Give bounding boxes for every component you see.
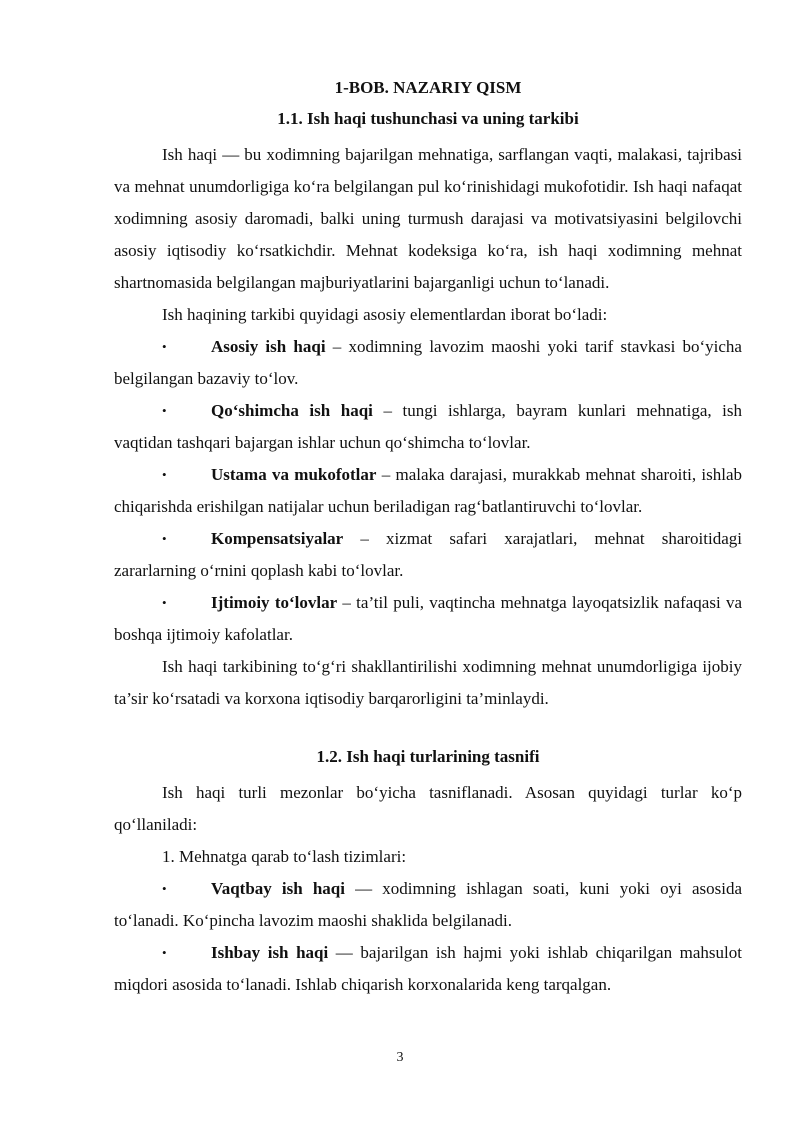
paragraph: Ish haqi — bu xodimning bajarilgan mehnatiga, sarflangan vaqti, malakasi, tajribasi va mehnat unumdorligiga ko‘ra belgilangan pul ko‘rinishidagi mukofotidir. Ish haqi nafaqat xodimning asosiy daromadi, balki uning turmush darajasi va motivatsiyasini belgilovchi asosiy iqtisodiy ko‘rsatkichdir. Mehnat kodeksiga ko‘ra, ish haqi xodimning mehnat shartnomasida belgilangan majburiyatlarini bajarganligi uchun to‘lanadi. [114, 145, 742, 292]
list-item-text: – xodimning lavozim maoshi yoki tarif stavkasi bo‘yicha belgilangan bazaviy to‘lov. [114, 337, 742, 388]
section-title-1: 1.1. Ish haqi tushunchasi va uning tarkibi [277, 109, 579, 128]
list-item [114, 395, 742, 459]
list-item-text: – ta’til puli, vaqtincha mehnatga layoqatsizlik nafaqasi va boshqa ijtimoiy kafolatlar. [114, 593, 743, 644]
list-item [114, 587, 742, 651]
list-item-title: Kompensatsiyalar [211, 529, 344, 548]
numbered-heading: 1. Mehnatga qarab to‘lash tizimlari: [162, 847, 407, 866]
list-item-title: Qo‘shimcha ish haqi [211, 401, 373, 420]
bullet-icon: • [162, 467, 167, 482]
list-item [114, 873, 742, 937]
bullet-icon: • [162, 595, 167, 610]
paragraph: Ish haqi tarkibining to‘g‘ri shakllantirilishi xodimning mehnat unumdorligiga ijobiy ta’sir ko‘rsatadi va korxona iqtisodiy barqarorligini ta’minlaydi. [114, 657, 742, 708]
paragraph: Ish haqining tarkibi quyidagi asosiy elementlardan iborat bo‘ladi: [162, 305, 608, 324]
list-item-title: Ustama va mukofotlar [211, 465, 377, 484]
section-1-body [114, 139, 742, 715]
section-title-2: 1.2. Ish haqi turlarining tasnifi [316, 747, 540, 766]
page-number: 3 [396, 1050, 404, 1065]
list-item-title: Asosiy ish haqi [211, 337, 326, 356]
bullet-icon: • [162, 531, 167, 546]
bullet-icon: • [162, 339, 167, 354]
list-item-text: – malaka darajasi, murakkab mehnat sharoiti, ishlab chiqarishda erishilgan natijalar uchun beriladigan rag‘batlantiruvchi to‘lovlar. [114, 465, 742, 516]
list-item-text: — bajarilgan ish hajmi yoki ishlab chiqarilgan mahsulot miqdori asosida to‘lanadi. Ishlab chiqarish korxonalarida keng tarqalgan. [114, 943, 742, 994]
list-item-text: – xizmat safari xarajatlari, mehnat sharoitidagi zararlarning o‘rnini qoplash kabi to‘lovlar. [114, 529, 742, 580]
list-item [114, 331, 742, 395]
list-item [114, 523, 742, 587]
paragraph: Ish haqi turli mezonlar bo‘yicha tasniflanadi. Asosan quyidagi turlar ko‘p qo‘llaniladi: [114, 783, 742, 834]
list-item [114, 937, 742, 1001]
bullet-icon: • [162, 403, 167, 418]
list-item-title: Vaqtbay ish haqi [211, 879, 345, 898]
list-item-text: – tungi ishlarga, bayram kunlari mehnatiga, ish vaqtidan tashqari bajargan ishlar uchun qo‘shimcha to‘lovlar. [114, 401, 743, 452]
bullet-icon: • [162, 881, 167, 896]
list-item [114, 459, 742, 523]
list-item-title: Ijtimoiy to‘lovlar [211, 593, 338, 612]
list-item-text: — xodimning ishlagan soati, kuni yoki oyi asosida to‘lanadi. Ko‘pincha lavozim maoshi shaklida belgilanadi. [114, 879, 742, 930]
bullet-icon: • [162, 945, 167, 960]
list-item-title: Ishbay ish haqi [211, 943, 329, 962]
chapter-title: 1-BOB. NAZARIY QISM [334, 78, 522, 97]
section-2-body [114, 777, 742, 1001]
